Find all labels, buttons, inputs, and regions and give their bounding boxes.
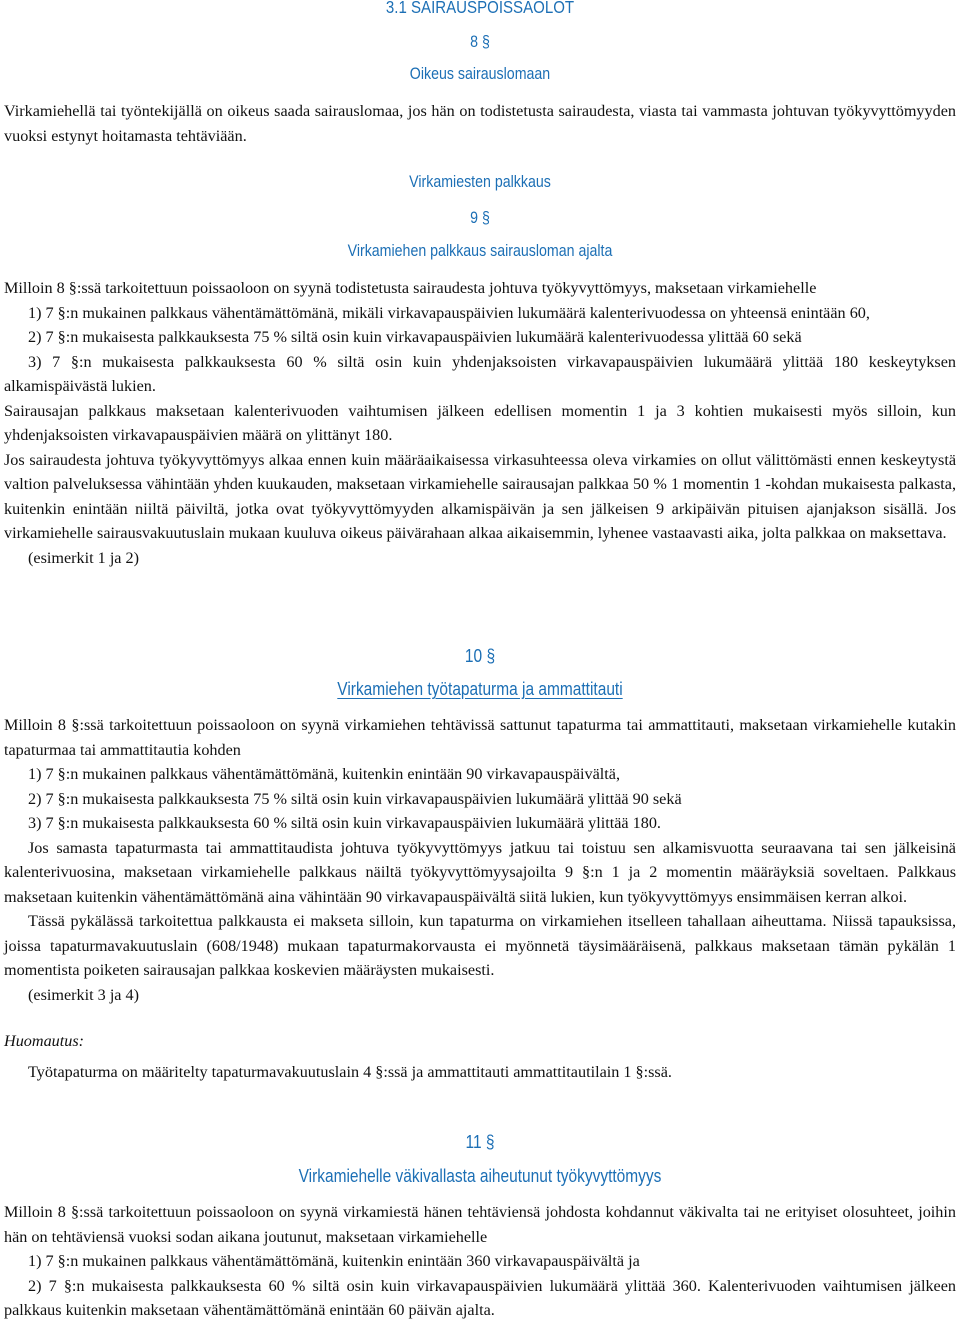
- section-10-item-2: 2) 7 §:n mukaisesta palkkauksesta 75 % siltä osin kuin virkavapauspäivien lukumäärä ylittää 90 sekä: [28, 789, 682, 808]
- section-11-number: 11 §: [465, 1132, 495, 1152]
- section-8-heading: Oikeus sairauslomaan: [409, 65, 551, 83]
- section-10-number: 10 §: [464, 646, 496, 666]
- section-10-item-1: 1) 7 §:n mukainen palkkaus vähentämättömänä, kuitenkin enintään 90 virkavapauspäivältä,: [28, 765, 621, 783]
- section-11-item-1: 1) 7 §:n mukainen palkkaus vähentämättömänä, kuitenkin enintään 360 virkavapauspäivältä ja: [28, 1252, 640, 1270]
- section-11-intro: Milloin 8 §:ssä tarkoitettuun poissaoloon on syynä virkamiestä hänen tehtäviensä johdosta kohdannut väkivalta tai ne erityiset olosuhteet, joihin hän on tehtäviensä vuoksi sodan aikana joutunut, maksetaan virkamiehelle: [4, 1203, 956, 1246]
- section-8-text: Virkamiehellä tai työntekijällä on oikeus saada sairauslomaa, jos hän on todistetusta sairaudesta, viasta tai vammasta johtuvan työkyvyttömyyden vuoksi estynyt hoitamasta tehtäviään.: [4, 102, 956, 145]
- section-11-body: [4, 1200, 956, 1323]
- section-10-paragraph-2: Jos samasta tapaturmasta tai ammattitaudista johtuva työkyvyttömyys jatkuu tai toistuu sen alkamisvuotta seuraavana tai sen jälkeisinä kalenterivuosina, maksetaan virkamiehelle palkkaus näiltä työkyvyttömyysajoilta 9 §:n 1 ja 2 momentin määräyksiä soveltaen. Palkkaus maksetaan kuitenkin vähentämättömänä aina vähintään 90 virkavapauspäivältä siitä lukien, kun työkyvyttömyys ensimmäisen kerran alkoi.: [4, 838, 956, 906]
- section-10-body: [4, 713, 956, 1084]
- section-10-item-3: 3) 7 §:n mukaisesta palkkauksesta 60 % siltä osin kuin virkavapauspäivien lukumäärä ylittää 180.: [28, 814, 661, 832]
- group-heading: Virkamiesten palkkaus: [409, 173, 551, 191]
- note-text: Työtapaturma on määritelty tapaturmavakuutuslain 4 §:ssä ja ammattitauti ammattitautilain 1 §:ssä.: [28, 1062, 672, 1081]
- section-10-paragraph-3: Tässä pykälässä tarkoitettua palkkausta ei makseta silloin, kun tapaturma on virkamiehen itselleen tahallaan aiheuttama. Niissä tapauksissa, joissa tapaturmavakuutuslain (608/1948) mukaan tapaturmakorvausta ei myönnetä täysimääräisenä, palkkaus maksetaan tämän pykälän 1 momentista poiketen sairausajan palkkaa koskevien määräysten mukaisesti.: [4, 912, 956, 979]
- section-8-number: 8 §: [470, 33, 490, 51]
- section-9-item-2: 2) 7 §:n mukaisesta palkkauksesta 75 % siltä osin kuin virkavapauspäivien lukumäärä kalenterivuodessa ylittää 60 sekä: [28, 328, 802, 346]
- section-9-number: 9 §: [470, 209, 490, 227]
- section-9-item-1: 1) 7 §:n mukainen palkkaus vähentämättömänä, mikäli virkavapauspäivien lukumäärä kalenterivuodessa on yhteensä enintään 60,: [28, 303, 870, 322]
- section-9-heading: Virkamiehen palkkaus sairausloman ajalta: [347, 242, 613, 260]
- section-11-heading: Virkamiehelle väkivallasta aiheutunut työkyvyttömyys: [298, 1166, 662, 1186]
- section-10-heading: Virkamiehen työtapaturma ja ammattitauti: [337, 679, 623, 699]
- section-10-examples: (esimerkit 3 ja 4): [28, 985, 140, 1004]
- section-9-item-3: 3) 7 §:n mukaisesta palkkauksesta 60 % siltä osin kuin yhdenjaksoisten virkavapauspäivien lukumäärä ylittää 180 keskeytyksen alkamispäivästä lukien.: [4, 352, 956, 395]
- section-9-examples: (esimerkit 1 ja 2): [28, 548, 140, 567]
- note-label: Huomautus:: [4, 1032, 85, 1050]
- section-10-intro: Milloin 8 §:ssä tarkoitettuun poissaoloon on syynä virkamiehen tehtävissä sattunut tapaturma tai ammattitauti, maksetaan virkamiehelle kutakin tapaturmaa tai ammattitautia kohden: [4, 716, 956, 759]
- section-title: 3.1 SAIRAUSPOISSAOLOT: [385, 0, 575, 17]
- section-9-paragraph-2: Sairausajan palkkaus maksetaan kalenterivuoden vaihtumisen jälkeen edellisen momentin 1 ja 3 kohtien mukaisesti myös silloin, kun yhdenjaksoisten virkavapauspäivien määrä on ylittänyt 180.: [4, 401, 956, 444]
- section-11-item-2: 2) 7 §:n mukaisesta palkkauksesta 60 % siltä osin kuin virkavapauspäivien lukumäärä ylittää 360. Kalenterivuoden vaihtumisen jälkeen palkkaus kuitenkin maksetaan vähentämättömänä enintään 60 päivän ajalta.: [4, 1276, 956, 1319]
- section-9-paragraph-3: Jos sairaudesta johtuva työkyvyttömyys alkaa ennen kuin määräaikaisessa virkasuhteessa oleva virkamies on ollut välittömästi ennen keskeytystä valtion palveluksessa vähintään yhden kuukauden, maksetaan virkamiehelle sairausajan palkkaa 50 % 1 momentin 1 -kohdan mukaisesta palkasta, kuitenkin enintään niiltä päiviltä, jotka ovat työkyvyttömyyden alkamispäivän ja sen jälkeisen 9 arkipäivän pituisen ajanjakson sisällä. Jos virkamiehelle sairausvakuutuslain mukaan kuuluva oikeus päivärahaan alkaa aikaisemmin, lyhenee vastaavasti aika, jolta palkkaa on maksettava.: [4, 450, 956, 542]
- section-9-intro: Milloin 8 §:ssä tarkoitettuun poissaoloon on syynä todistetusta sairaudesta johtuva työkyvyttömyys, maksetaan virkamiehelle: [4, 279, 817, 297]
- section-9-body: [4, 276, 956, 570]
